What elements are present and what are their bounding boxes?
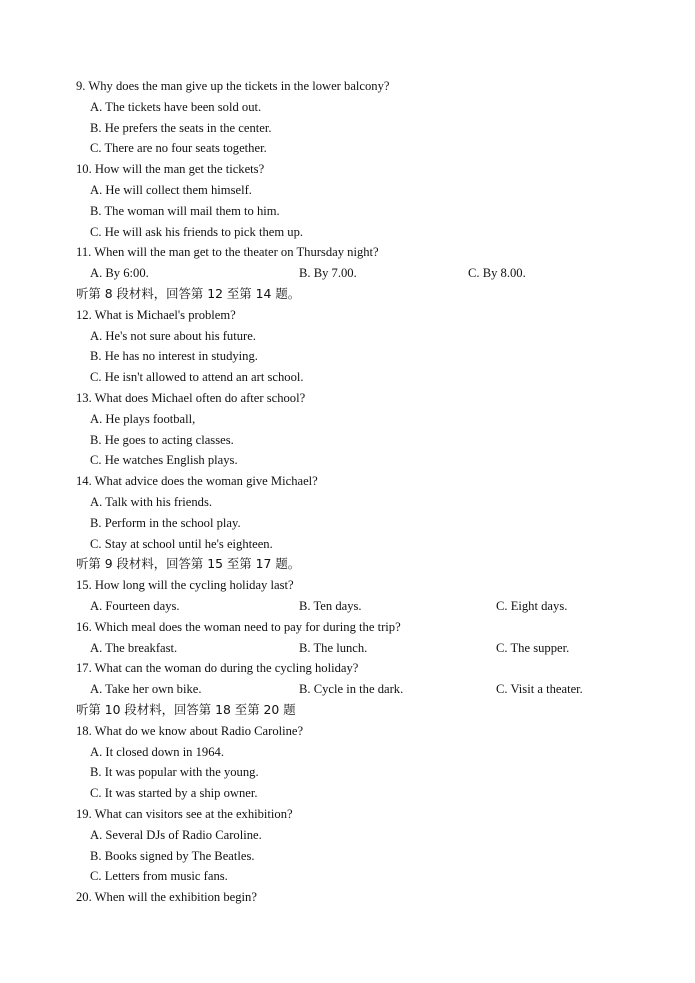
question-13-option-b: B. He goes to acting classes. [90, 433, 234, 447]
question-15-option-c: C. Eight days. [496, 599, 568, 613]
question-17-option-c: C. Visit a theater. [496, 682, 583, 696]
question-16: 16. Which meal does the woman need to pay for during the trip? [76, 620, 401, 634]
question-17-options [0, 681, 695, 697]
question-19-option-b: B. Books signed by The Beatles. [90, 849, 255, 863]
question-11-option-a: A. By 6:00. [90, 266, 149, 280]
question-9-option-c: C. There are no four seats together. [90, 141, 267, 155]
question-14-option-c: C. Stay at school until he's eighteen. [90, 537, 273, 551]
question-18: 18. What do we know about Radio Caroline? [76, 724, 304, 738]
question-14-option-b: B. Perform in the school play. [90, 516, 241, 530]
question-10-option-a: A. He will collect them himself. [90, 183, 252, 197]
section-9-heading: 听第 9 段材料，回答第 15 至第 17 题。 [76, 556, 301, 571]
question-10: 10. How will the man get the tickets? [76, 162, 265, 176]
question-14-option-a: A. Talk with his friends. [90, 495, 213, 509]
question-18-option-a: A. It closed down in 1964. [90, 745, 224, 759]
question-13-option-a: A. He plays football, [90, 412, 196, 426]
question-15-option-b: B. Ten days. [299, 599, 362, 613]
question-11-option-c: C. By 8.00. [468, 266, 526, 280]
question-12-option-b: B. He has no interest in studying. [90, 349, 258, 363]
question-17-option-b: B. Cycle in the dark. [299, 682, 404, 696]
question-17-option-a: A. Take her own bike. [90, 682, 202, 696]
question-16-options [0, 640, 695, 656]
question-11-options [0, 265, 695, 281]
section-8-heading: 听第 8 段材料，回答第 12 至第 14 题。 [76, 286, 301, 301]
question-12-option-a: A. He's not sure about his future. [90, 329, 256, 343]
question-11: 11. When will the man get to the theater on Thursday night? [76, 245, 379, 259]
question-19-option-c: C. Letters from music fans. [90, 869, 228, 883]
question-15-option-a: A. Fourteen days. [90, 599, 180, 613]
question-14: 14. What advice does the woman give Michael? [76, 474, 318, 488]
question-16-option-a: A. The breakfast. [90, 641, 178, 655]
question-19-option-a: A. Several DJs of Radio Caroline. [90, 828, 262, 842]
question-18-option-c: C. It was started by a ship owner. [90, 786, 258, 800]
question-17: 17. What can the woman do during the cycling holiday? [76, 661, 359, 675]
question-10-option-b: B. The woman will mail them to him. [90, 204, 280, 218]
question-9-option-b: B. He prefers the seats in the center. [90, 121, 272, 135]
question-13: 13. What does Michael often do after school? [76, 391, 306, 405]
question-18-option-b: B. It was popular with the young. [90, 765, 259, 779]
question-16-option-c: C. The supper. [496, 641, 570, 655]
question-15: 15. How long will the cycling holiday last? [76, 578, 294, 592]
question-19: 19. What can visitors see at the exhibition? [76, 807, 293, 821]
question-13-option-c: C. He watches English plays. [90, 453, 238, 467]
question-16-option-b: B. The lunch. [299, 641, 368, 655]
question-11-option-b: B. By 7.00. [299, 266, 357, 280]
question-12: 12. What is Michael's problem? [76, 308, 236, 322]
question-10-option-c: C. He will ask his friends to pick them up. [90, 225, 304, 239]
question-15-options [0, 598, 695, 614]
question-20: 20. When will the exhibition begin? [76, 890, 257, 904]
question-9-option-a: A. The tickets have been sold out. [90, 100, 262, 114]
question-9: 9. Why does the man give up the tickets in the lower balcony? [76, 79, 390, 93]
question-12-option-c: C. He isn't allowed to attend an art school. [90, 370, 304, 384]
section-10-heading: 听第 10 段材料，回答第 18 至第 20 题 [76, 702, 296, 717]
